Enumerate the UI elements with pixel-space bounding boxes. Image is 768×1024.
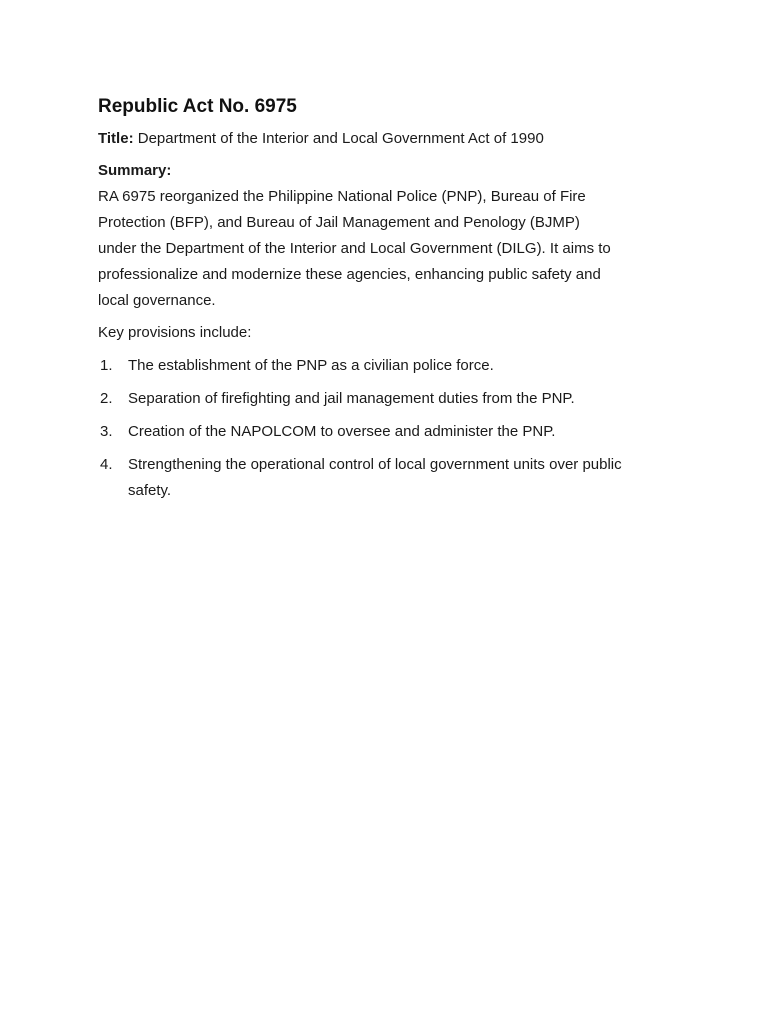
- list-item-number: 4.: [100, 456, 113, 473]
- provisions-list: [98, 353, 638, 504]
- list-item-text: Separation of firefighting and jail management duties from the PNP.: [128, 390, 575, 407]
- summary-label: Summary:: [98, 162, 172, 179]
- list-item: [98, 353, 638, 379]
- list-item-text: Strengthening the operational control of local government units over public safety.: [128, 456, 622, 499]
- list-item-text: The establishment of the PNP as a civilian police force.: [128, 357, 494, 374]
- list-item: [98, 419, 638, 445]
- list-item: [98, 452, 638, 504]
- document-content: [98, 92, 638, 511]
- list-item: [98, 386, 638, 412]
- title-label: Title:: [98, 130, 134, 147]
- document-heading: Republic Act No. 6975: [98, 96, 297, 117]
- title-line: [98, 126, 638, 152]
- summary-text: RA 6975 reorganized the Philippine National Police (PNP), Bureau of Fire Protection (BFP), and Bureau of Jail Management and Penology (BJMP) under the Department of the Interior and Local Government (DILG). It aims to professionalize and modernize these agencies, enhancing public safety and local governance.: [98, 188, 611, 309]
- list-item-number: 1.: [100, 357, 113, 374]
- title-value: Department of the Interior and Local Government Act of 1990: [137, 130, 544, 147]
- list-item-text: Creation of the NAPOLCOM to oversee and administer the PNP.: [128, 423, 556, 440]
- list-item-number: 3.: [100, 423, 113, 440]
- list-item-number: 2.: [100, 390, 113, 407]
- key-provisions-intro: Key provisions include:: [98, 324, 252, 341]
